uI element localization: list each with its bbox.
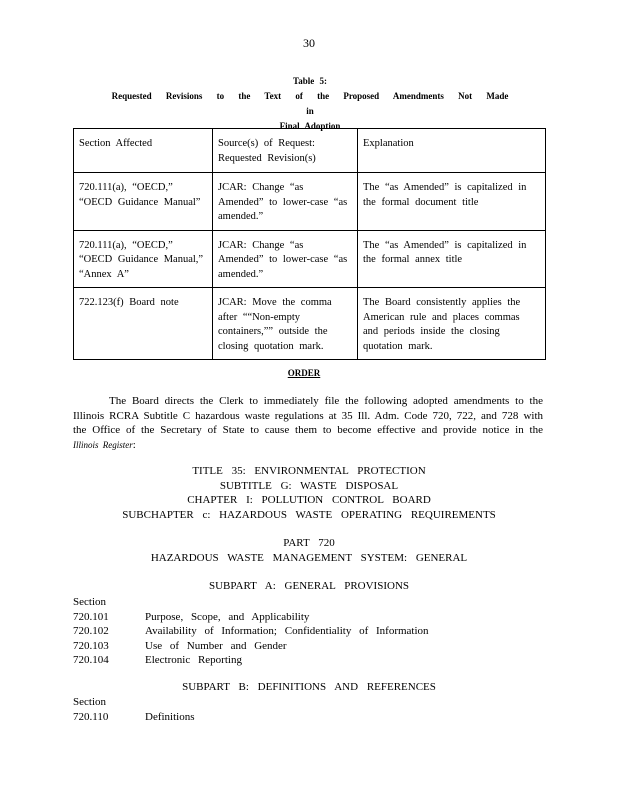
- table-row: [74, 288, 546, 360]
- header-section-affected: Section Affected: [74, 129, 213, 173]
- header-source-of-request: Source(s) of Request: Requested Revision(s): [213, 129, 358, 173]
- chapter-line: CHAPTER I: POLLUTION CONTROL BOARD: [187, 494, 431, 506]
- order-paragraph: [73, 394, 543, 452]
- section-title: Use of Number and Gender: [145, 639, 287, 652]
- list-item: [73, 639, 543, 654]
- table-caption-title: Requested Revisions to the Text of the Proposed Amendments Not Made in: [111, 91, 509, 116]
- list-item: [73, 710, 543, 725]
- subtitle-line: SUBTITLE G: WASTE DISPOSAL: [219, 479, 399, 492]
- order-paragraph-main: The Board directs the Clerk to immediately file the following adopted amendments to the Illinois RCRA Subtitle C hazardous waste regulations at 35 Ill. Adm. Code 720, 722, and 728 with the Office of the Secretary of State to cause them to become effective and provide notice in the: [73, 395, 543, 436]
- order-heading: [0, 368, 618, 378]
- order-heading-text: ORDER: [287, 368, 321, 378]
- section-label: Section: [73, 596, 106, 608]
- section-title: Electronic Reporting: [145, 654, 242, 666]
- title-line: TITLE 35: ENVIRONMENTAL PROTECTION: [192, 465, 426, 477]
- section-title: Availability of Information; Confidentiality of Information: [145, 625, 429, 637]
- part-name: HAZARDOUS WASTE MANAGEMENT SYSTEM: GENERAL: [150, 551, 468, 564]
- table-caption: [110, 74, 510, 134]
- page-number: 30: [303, 36, 315, 50]
- cell-explanation: The “as Amended” is capitalized in the formal annex title: [358, 230, 546, 288]
- revisions-table: [73, 128, 546, 360]
- illinois-register-reference: Illinois Register: [73, 439, 133, 450]
- table-header-row: [74, 129, 546, 173]
- cell-section: 720.111(a), “OECD,” “OECD Guidance Manual,” “Annex A”: [74, 230, 213, 288]
- section-number: 720.104: [73, 654, 109, 666]
- header-explanation: Explanation: [358, 129, 546, 173]
- cell-section: 722.123(f) Board note: [74, 288, 213, 360]
- cell-source: JCAR: Change “as Amended” to lower-case “as amended.”: [213, 173, 358, 231]
- section-number: 720.101: [73, 610, 109, 623]
- table-caption-title-end: Final Adoption: [279, 121, 341, 131]
- list-item: [73, 624, 543, 639]
- cell-explanation: The “as Amended” is capitalized in the formal document title: [358, 173, 546, 231]
- part-block: [0, 536, 618, 565]
- subchapter-line: SUBCHAPTER c: HAZARDOUS WASTE OPERATING REQUIREMENTS: [122, 508, 496, 521]
- cell-source: JCAR: Move the comma after ““Non-empty containers,”” outside the closing quotation mark.: [213, 288, 358, 360]
- table-row: [74, 230, 546, 288]
- cell-section: 720.111(a), “OECD,” “OECD Guidance Manual”: [74, 173, 213, 231]
- part-number: PART 720: [283, 537, 335, 549]
- subpart-b-heading: SUBPART B: DEFINITIONS AND REFERENCES: [182, 681, 436, 693]
- section-number: 720.110: [73, 710, 109, 723]
- section-label: Section: [73, 696, 106, 708]
- section-title: Definitions: [145, 710, 195, 723]
- title-block: [0, 464, 618, 522]
- subpart-a-section-list: [73, 595, 543, 668]
- subpart-a-heading: SUBPART A: GENERAL PROVISIONS: [209, 580, 409, 592]
- section-number: 720.103: [73, 639, 109, 652]
- section-title: Purpose, Scope, and Applicability: [145, 610, 310, 623]
- order-paragraph-end: :: [132, 438, 136, 451]
- cell-explanation: The Board consistently applies the American rule and places commas and periods inside the closing quotation mark.: [358, 288, 546, 360]
- table-caption-number: Table 5:: [293, 76, 327, 86]
- list-item: [73, 653, 543, 668]
- subpart-b-section-list: [73, 695, 543, 724]
- list-item: [73, 610, 543, 625]
- cell-source: JCAR: Change “as Amended” to lower-case “as amended.”: [213, 230, 358, 288]
- section-number: 720.102: [73, 625, 109, 637]
- table-row: [74, 173, 546, 231]
